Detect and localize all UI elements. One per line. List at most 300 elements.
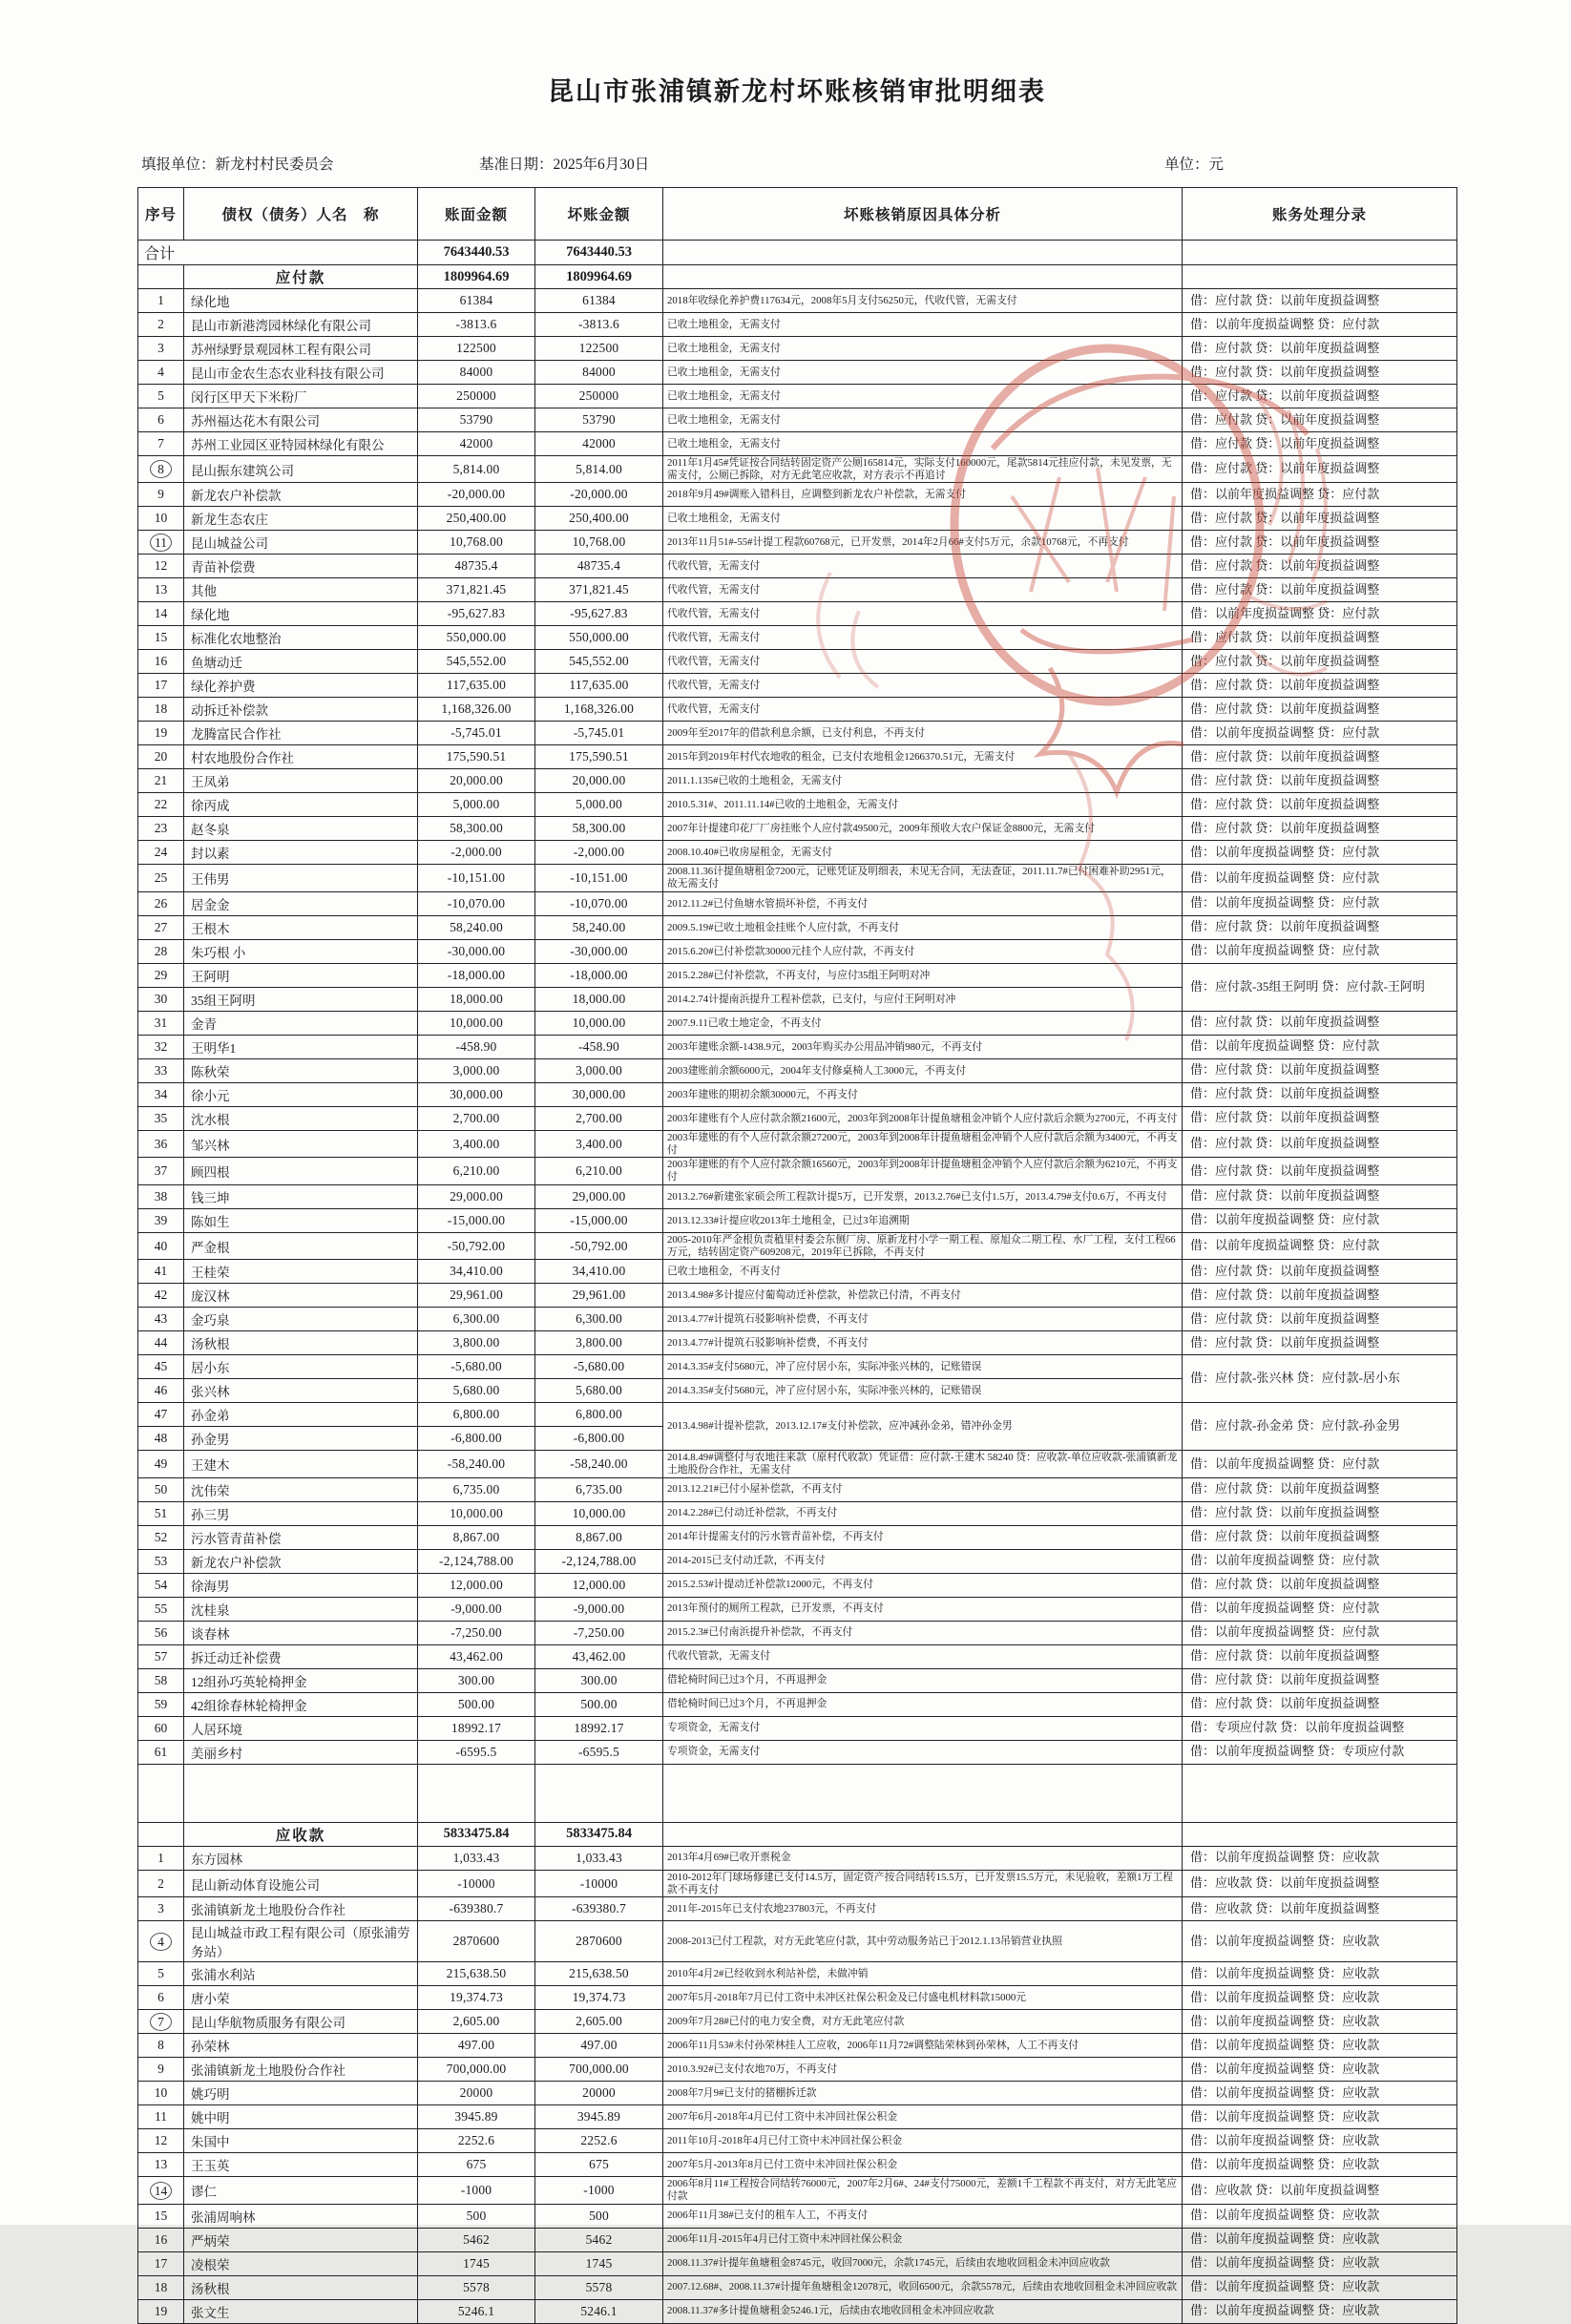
write-off-reason: 2008.11.37#多计提鱼塘租金5246.1元，后续由农地收回租金未冲回应收款 [663,2299,1183,2323]
row-number: 39 [138,1208,184,1232]
bad-debt-amount: 497.00 [535,2034,663,2058]
debtor-name: 昆山市新港湾园林绿化有限公司 [184,313,418,337]
table-row [138,865,1457,891]
accounting-entry: 借：应付款 贷：以前年度损益调整 [1183,555,1457,578]
row-number: 6 [138,1986,184,2010]
bad-debt-amount: 5,814.00 [535,456,663,483]
book-amount: 6,300.00 [418,1308,535,1331]
accounting-entry: 借：应付款 贷：以前年度损益调整 [1183,915,1457,939]
write-off-reason: 专项资金，无需支付 [663,1740,1183,1764]
table-row [138,1986,1457,2010]
circled-row-number: 11 [150,534,172,552]
table-row [138,1058,1457,1082]
bad-debt-amount: 6,735.00 [535,1477,663,1501]
book-amount: 29,961.00 [418,1284,535,1308]
bad-debt-amount: 10,000.00 [535,1011,663,1035]
book-amount: 175,590.51 [418,745,535,769]
row-number: 15 [138,2204,184,2228]
bad-debt-amount: 19,374.73 [535,1986,663,2010]
section-reason-cell [663,265,1183,289]
book-amount: 300.00 [418,1668,535,1692]
accounting-entry: 借：以前年度损益调整 贷：应付款 [1183,1621,1457,1644]
bad-debt-amount: -58,240.00 [535,1451,663,1477]
column-header: 坏账金额 [535,188,663,241]
write-off-reason: 2015.6.20#已付补偿款30000元挂个人应付款，不再支付 [663,939,1183,963]
bad-debt-amount: -639380.7 [535,1897,663,1921]
bad-debt-amount: 20,000.00 [535,769,663,793]
accounting-entry: 借：应付款 贷：以前年度损益调整 [1183,1082,1457,1106]
write-off-reason: 代收代管，无需支付 [663,674,1183,698]
section-entry-cell [1183,265,1457,289]
write-off-reason: 2006年11月-2015年4月已付工资中未冲回社保公积金 [663,2228,1183,2251]
row-number: 10 [138,2082,184,2105]
accounting-entry: 借：以前年度损益调整 贷：应收款 [1183,2153,1457,2177]
accounting-entry: 借：以前年度损益调整 贷：应收款 [1183,2228,1457,2251]
bad-debt-amount: 371,821.45 [535,578,663,602]
book-amount: 61384 [418,289,535,313]
write-off-reason: 2008.11.36计提鱼塘租金7200元，记账凭证及明细表，未见无合同，无法查证，2011.11.7#已付困难补助2951元，故无需支付 [663,865,1183,891]
write-off-reason: 专项资金，无需支付 [663,1716,1183,1740]
table-row [138,1716,1457,1740]
circled-row-number: 7 [150,2013,172,2031]
debtor-name: 标准化农地整治 [184,626,418,650]
write-off-reason: 2007.9.11已收土地定金，不再支付 [663,1011,1183,1035]
accounting-entry: 借：以前年度损益调整 贷：应付款 [1183,891,1457,915]
accounting-entry: 借：应付款 贷：以前年度损益调整 [1183,1130,1457,1157]
table-row [138,1740,1457,1764]
write-off-reason: 2007.12.68#、2008.11.37#计提年鱼塘租金12078元，收回6500元，余款5578元，后续由农地收回租金未冲回应收款 [663,2275,1183,2299]
book-amount: 497.00 [418,2034,535,2058]
debtor-name: 严炳荣 [184,2228,418,2251]
book-amount: -458.90 [418,1035,535,1058]
write-off-reason: 2006年11月38#已支付的租车人工，不再支付 [663,2204,1183,2228]
table-row [138,745,1457,769]
book-amount: -639380.7 [418,1897,535,1921]
bad-debt-amount: -95,627.83 [535,602,663,626]
debtor-name: 封以素 [184,841,418,865]
write-off-reason: 2013.12.21#已付小屋补偿款，不再支付 [663,1477,1183,1501]
bad-debt-amount: -6,800.00 [535,1427,663,1451]
book-amount: 545,552.00 [418,650,535,674]
table-row [138,2228,1457,2251]
book-amount: 2,700.00 [418,1106,535,1130]
bad-debt-amount: -10,151.00 [535,865,663,891]
row-number: 6 [138,408,184,432]
bad-debt-amount: 700,000.00 [535,2058,663,2082]
table-row [138,1106,1457,1130]
bad-debt-amount: 34,410.00 [535,1260,663,1284]
accounting-entry: 借：应付款 贷：以前年度损益调整 [1183,1525,1457,1549]
write-off-reason: 2011年10月-2018年4月已付工资中未冲回社保公积金 [663,2129,1183,2153]
accounting-entry: 借：以前年度损益调整 贷：应收款 [1183,2275,1457,2299]
bad-debt-amount: -2,124,788.00 [535,1549,663,1573]
table-row [138,385,1457,408]
book-amount: 122500 [418,337,535,361]
write-off-reason: 2015.2.3#已付南浜提升补偿款，不再支付 [663,1621,1183,1644]
section-no-cell [138,265,184,289]
section-name: 应收款 [184,1822,418,1846]
book-amount: 10,768.00 [418,531,535,555]
debtor-name: 王建木 [184,1451,418,1477]
accounting-entry: 借：以前年度损益调整 贷：应收款 [1183,2034,1457,2058]
book-amount: 10,000.00 [418,1011,535,1035]
row-number: 50 [138,1477,184,1501]
table-row [138,1308,1457,1331]
accounting-entry: 借：以前年度损益调整 贷：专项应付款 [1183,1740,1457,1764]
circled-row-number: 8 [150,460,172,478]
section-no-cell [138,1822,184,1846]
book-amount: 84000 [418,361,535,385]
bad-debt-amount: 545,552.00 [535,650,663,674]
table-row [138,507,1457,531]
table-row [138,1692,1457,1716]
bad-debt-amount: 5246.1 [535,2299,663,2323]
debtor-name: 美丽乡村 [184,1740,418,1764]
write-off-reason: 2009年7月28#已付的电力安全费，对方无此笔应付款 [663,2010,1183,2034]
book-amount: 12,000.00 [418,1573,535,1597]
section-row [138,1822,1457,1846]
debtor-name: 汤秋根 [184,2275,418,2299]
bad-debt-amount: -10000 [535,1870,663,1896]
book-amount: 6,800.00 [418,1403,535,1427]
table-row [138,2204,1457,2228]
total-bad-amount: 7643440.53 [535,241,663,265]
write-off-reason: 2003年建账有个人应付款余额21600元，2003年到2008年计提鱼塘租金冲销个人应付款后余额为2700元，不再支付 [663,1106,1183,1130]
table-row [138,1897,1457,1921]
book-amount: -1000 [418,2177,535,2204]
bad-debt-amount: 8,867.00 [535,1525,663,1549]
row-number: 55 [138,1597,184,1621]
bad-debt-amount: 3,000.00 [535,1058,663,1082]
accounting-entry: 借：应付款 贷：以前年度损益调整 [1183,674,1457,698]
row-number: 45 [138,1355,184,1379]
write-off-reason: 2010-2012年门球场修建已支付14.5万，固定资产按合同结转15.5万，已开发票15.5万元，未见验收，差额1万工程款不再支付 [663,1870,1183,1896]
table-row [138,2105,1457,2129]
write-off-reason: 2015.2.53#计提动迁补偿款12000元，不再支付 [663,1573,1183,1597]
write-off-reason: 2013.4.98#多计提应付葡萄动迁补偿款，补偿款已付清，不再支付 [663,1284,1183,1308]
book-amount: -20,000.00 [418,483,535,507]
book-amount: -10,070.00 [418,891,535,915]
row-number: 60 [138,1716,184,1740]
page-title: 昆山市张浦镇新龙村坏账核销审批明细表 [548,77,1046,106]
accounting-entry: 借：应付款 贷：以前年度损益调整 [1183,1573,1457,1597]
row-number: 12 [138,555,184,578]
row-number: 15 [138,626,184,650]
book-amount: -6595.5 [418,1740,535,1764]
debtor-name: 凌根荣 [184,2251,418,2275]
book-amount: -15,000.00 [418,1208,535,1232]
accounting-entry: 借：以前年度损益调整 贷：应收款 [1183,2010,1457,2034]
accounting-entry: 借：应付款 贷：以前年度损益调整 [1183,1106,1457,1130]
accounting-entry: 借：以前年度损益调整 贷：应收款 [1183,2058,1457,2082]
table-row [138,1846,1457,1870]
write-off-reason: 2013年预付的厕所工程款，已开发票，不再支付 [663,1597,1183,1621]
row-number: 2 [138,313,184,337]
debtor-name: 苏州工业园区亚特园林绿化有限公 [184,432,418,456]
row-number: 20 [138,745,184,769]
bad-debt-amount: -30,000.00 [535,939,663,963]
table-row [138,2177,1457,2204]
table-row [138,1597,1457,1621]
bad-debt-amount: -9,000.00 [535,1597,663,1621]
accounting-entry: 借：应付款 贷：以前年度损益调整 [1183,1331,1457,1355]
accounting-entry: 借：应付款 贷：以前年度损益调整 [1183,1011,1457,1035]
write-off-reason: 代收代管，无需支付 [663,555,1183,578]
section-name: 应付款 [184,265,418,289]
write-off-reason: 2003年建账的期初余额30000元，不再支付 [663,1082,1183,1106]
table-row [138,2010,1457,2034]
bad-debt-amount: 2,700.00 [535,1106,663,1130]
book-amount: 5462 [418,2228,535,2251]
write-off-reason: 已收土地租金，无需支付 [663,432,1183,456]
row-number [138,456,184,483]
row-number: 31 [138,1011,184,1035]
table-row [138,939,1457,963]
row-number: 2 [138,1870,184,1896]
bad-debt-amount: 2870600 [535,1921,663,1962]
accounting-entry: 借：以前年度损益调整 贷：应付款 [1183,1035,1457,1058]
debtor-name: 徐小元 [184,1082,418,1106]
accounting-entry: 借：应付款 贷：以前年度损益调整 [1183,1284,1457,1308]
accounting-entry: 借：以前年度损益调整 贷：应付款 [1183,841,1457,865]
table-row [138,1082,1457,1106]
debtor-name: 35组王阿明 [184,987,418,1011]
column-header: 债权（债务）人名 称 [184,188,418,241]
book-amount: 5,814.00 [418,456,535,483]
row-number: 61 [138,1740,184,1764]
bad-debt-amount: 58,300.00 [535,817,663,841]
bad-debt-amount: 43,462.00 [535,1644,663,1668]
debtor-name: 沈桂泉 [184,1597,418,1621]
write-off-reason: 2005-2010年严金根负责稙里村委会东侧厂房、原新龙村小学一期工程、原旭众二期工程、水厂工程，支付工程66万元，结转固定资产609208元，2019年已拆除，不再支付 [663,1232,1183,1259]
book-amount: 20,000.00 [418,769,535,793]
debtor-name: 陈如生 [184,1208,418,1232]
bad-debt-amount: 5,000.00 [535,793,663,817]
table-row [138,1644,1457,1668]
debtor-name: 新龙农户补偿款 [184,1549,418,1573]
table-row [138,361,1457,385]
accounting-entry: 借：应付款 贷：以前年度损益调整 [1183,793,1457,817]
debtor-name: 孙金弟 [184,1403,418,1427]
book-amount: 43,462.00 [418,1644,535,1668]
table-row [138,915,1457,939]
filler-unit: 填报单位：新龙村村民委员会 [141,157,334,173]
row-number: 57 [138,1644,184,1668]
accounting-entry: 借：以前年度损益调整 贷：应收款 [1183,1846,1457,1870]
book-amount: 18,000.00 [418,987,535,1011]
bad-debt-amount: 84000 [535,361,663,385]
bad-debt-amount: 6,800.00 [535,1403,663,1427]
book-amount: -6,800.00 [418,1427,535,1451]
bad-debt-amount: -50,792.00 [535,1232,663,1259]
table-row [138,1355,1457,1379]
write-off-reason: 代收代管，无需支付 [663,626,1183,650]
write-off-reason: 2018年收绿化养护费117634元，2008年5月支付56250元，代收代管，无需支付 [663,289,1183,313]
total-book-amount: 7643440.53 [418,241,535,265]
write-off-reason: 2014.2.28#已付动迁补偿款，不再支付 [663,1501,1183,1525]
bad-debt-table [137,187,1457,2324]
debtor-name: 王玉英 [184,2153,418,2177]
bad-debt-amount: 6,300.00 [535,1308,663,1331]
book-amount: 19,374.73 [418,1986,535,2010]
row-number: 26 [138,891,184,915]
book-amount: 250000 [418,385,535,408]
book-amount: 48735.4 [418,555,535,578]
row-number: 33 [138,1058,184,1082]
table-row [138,2082,1457,2105]
table-row [138,1331,1457,1355]
debtor-name: 苏州福达花木有限公司 [184,408,418,432]
book-amount: -58,240.00 [418,1451,535,1477]
accounting-entry: 借：应付款 贷：以前年度损益调整 [1183,1668,1457,1692]
section-book-amount: 1809964.69 [418,265,535,289]
bad-debt-amount: 2,605.00 [535,2010,663,2034]
write-off-reason: 2014.3.35#支付5680元，冲了应付居小东，实际冲张兴林的，记账错误 [663,1379,1183,1403]
book-amount: 58,240.00 [418,915,535,939]
debtor-name: 其他 [184,578,418,602]
write-off-reason: 已收土地租金，无需支付 [663,507,1183,531]
accounting-entry: 借：应付款 贷：以前年度损益调整 [1183,1644,1457,1668]
row-number: 58 [138,1668,184,1692]
row-number: 19 [138,2299,184,2323]
book-amount: 550,000.00 [418,626,535,650]
bad-debt-amount: 5,680.00 [535,1379,663,1403]
table-row [138,650,1457,674]
accounting-entry: 借：以前年度损益调整 贷：应付款 [1183,722,1457,745]
book-amount: -18,000.00 [418,963,535,987]
bad-debt-amount: 175,590.51 [535,745,663,769]
row-number: 59 [138,1692,184,1716]
row-number: 56 [138,1621,184,1644]
debtor-name: 居小东 [184,1355,418,1379]
accounting-entry: 借：以前年度损益调整 贷：应收款 [1183,1962,1457,1986]
row-number: 5 [138,1962,184,1986]
write-off-reason: 2006年11月53#未付孙荣林挂人工应收，2006年11月72#调整陆荣林到孙荣林，人工不再支付 [663,2034,1183,2058]
write-off-reason: 2011.1.135#已收的土地租金，无需支付 [663,769,1183,793]
bad-debt-amount: -1000 [535,2177,663,2204]
table-row [138,1284,1457,1308]
bad-debt-amount: 122500 [535,337,663,361]
book-amount: 500.00 [418,1692,535,1716]
bad-debt-amount: 1745 [535,2251,663,2275]
book-amount: 250,400.00 [418,507,535,531]
book-amount: 58,300.00 [418,817,535,841]
write-off-reason: 已收土地租金，无需支付 [663,337,1183,361]
row-number [138,1921,184,1962]
write-off-reason: 已收土地租金，无需支付 [663,313,1183,337]
bad-debt-amount: 300.00 [535,1668,663,1692]
row-number: 22 [138,793,184,817]
debtor-name: 严金根 [184,1232,418,1259]
row-number [138,531,184,555]
total-entry-cell [1183,241,1457,265]
book-amount: 5,000.00 [418,793,535,817]
bad-debt-amount: 18992.17 [535,1716,663,1740]
accounting-entry: 借：应付款 贷：以前年度损益调整 [1183,1058,1457,1082]
book-amount: 42000 [418,432,535,456]
bad-debt-amount: -18,000.00 [535,963,663,987]
bad-debt-amount: 1,168,326.00 [535,698,663,722]
write-off-reason: 已收土地租金，无需支付 [663,385,1183,408]
accounting-entry: 借：以前年度损益调整 贷：应付款 [1183,313,1457,337]
book-amount: 8,867.00 [418,1525,535,1549]
bad-debt-amount: 215,638.50 [535,1962,663,1986]
accounting-entry: 借：应付款 贷：以前年度损益调整 [1183,385,1457,408]
accounting-entry: 借：以前年度损益调整 贷：应收款 [1183,2299,1457,2323]
debtor-name: 绿化地 [184,289,418,313]
row-number: 13 [138,2153,184,2177]
book-amount: 30,000.00 [418,1082,535,1106]
total-reason-cell [663,241,1183,265]
book-amount: -3813.6 [418,313,535,337]
table-row [138,793,1457,817]
accounting-entry: 借：应付款 贷：以前年度损益调整 [1183,1184,1457,1208]
book-amount: 1,033.43 [418,1846,535,1870]
column-header: 坏账核销原因具体分析 [663,188,1183,241]
debtor-name: 42组徐春林轮椅押金 [184,1692,418,1716]
table-row [138,578,1457,602]
debtor-name: 钱三坤 [184,1184,418,1208]
table-row [138,769,1457,793]
accounting-entry: 借：以前年度损益调整 贷：应付款 [1183,1597,1457,1621]
spacer-cell [184,1764,418,1822]
total-label: 合计 [138,241,418,265]
accounting-entry: 借：应付款 贷：以前年度损益调整 [1183,531,1457,555]
table-row [138,2034,1457,2058]
table-row [138,1525,1457,1549]
row-number: 32 [138,1035,184,1058]
debtor-name: 苏州绿野景观园林工程有限公司 [184,337,418,361]
spacer-row [138,1764,1457,1822]
write-off-reason: 代收代管，无需支付 [663,650,1183,674]
table-row [138,602,1457,626]
bad-debt-amount: 250,400.00 [535,507,663,531]
accounting-entry: 借：应付款 贷：以前年度损益调整 [1183,337,1457,361]
accounting-entry: 借：以前年度损益调整 贷：应收款 [1183,2129,1457,2153]
debtor-name: 徐丙成 [184,793,418,817]
table-row [138,2275,1457,2299]
table-row [138,456,1457,483]
bad-debt-amount: 29,000.00 [535,1184,663,1208]
table-row [138,722,1457,745]
table-row [138,1668,1457,1692]
accounting-entry: 借：以前年度损益调整 贷：应收款 [1183,2105,1457,2129]
book-amount: 5,680.00 [418,1379,535,1403]
row-number: 40 [138,1232,184,1259]
row-number: 14 [138,602,184,626]
spacer-cell [418,1764,535,1822]
debtor-name: 张兴林 [184,1379,418,1403]
bad-debt-amount: 117,635.00 [535,674,663,698]
table-row [138,963,1457,987]
accounting-entry: 借：应付款-35组王阿明 贷：应付款-王阿明 [1183,963,1457,1011]
accounting-entry: 借：应付款 贷：以前年度损益调整 [1183,650,1457,674]
write-off-reason: 2010.5.31#、2011.11.14#已收的土地租金，无需支付 [663,793,1183,817]
write-off-reason: 已收土地租金，不再支付 [663,1260,1183,1284]
row-number [138,2177,184,2204]
write-off-reason: 2010.3.92#已支付农地70万，不再支付 [663,2058,1183,2082]
book-amount: 18992.17 [418,1716,535,1740]
debtor-name: 沈伟荣 [184,1477,418,1501]
accounting-entry: 借：以前年度损益调整 贷：应付款 [1183,1451,1457,1477]
debtor-name: 谈春林 [184,1621,418,1644]
table-row [138,1621,1457,1644]
debtor-name: 金青 [184,1011,418,1035]
table-row [138,408,1457,432]
debtor-name: 东方园林 [184,1846,418,1870]
debtor-name: 12组孙巧英轮椅押金 [184,1668,418,1692]
row-number: 18 [138,698,184,722]
